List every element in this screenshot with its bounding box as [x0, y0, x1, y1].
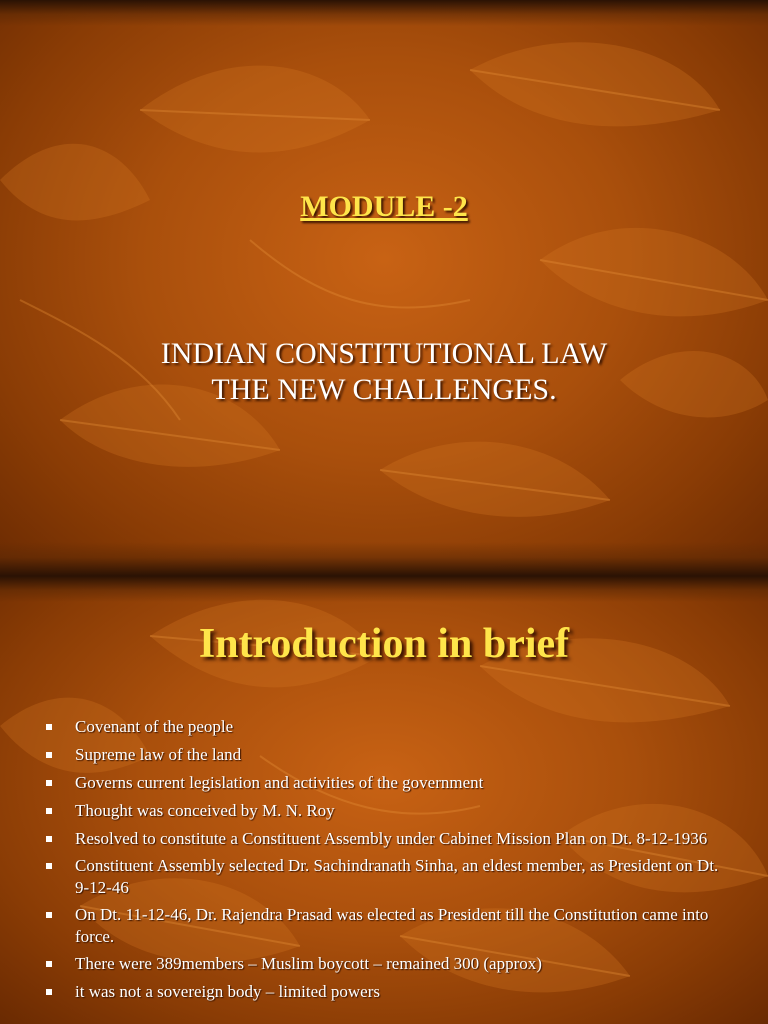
list-item-text: Constituent Assembly selected Dr. Sachindranath Sinha, an eldest member, as President on Dt. 9-12-46 [75, 856, 719, 897]
square-bullet-icon [46, 912, 52, 918]
list-item [46, 744, 726, 766]
list-item-text: Thought was conceived by M. N. Roy [75, 801, 335, 820]
square-bullet-icon [46, 780, 52, 786]
slide-heading: Introduction in brief [198, 621, 570, 667]
list-item [46, 716, 726, 738]
list-item-text: Governs current legislation and activities of the government [75, 773, 484, 792]
square-bullet-icon [46, 808, 52, 814]
list-item [46, 828, 726, 850]
slide-top-shadow [0, 576, 768, 602]
list-item-text: Resolved to constitute a Constituent Assembly under Cabinet Mission Plan on Dt. 8-12-1936 [75, 829, 708, 848]
list-item [46, 855, 726, 899]
list-item [46, 904, 726, 948]
square-bullet-icon [46, 752, 52, 758]
slide-top-shadow [0, 0, 768, 26]
square-bullet-icon [46, 961, 52, 967]
slide-main-title [0, 336, 768, 408]
square-bullet-icon [46, 863, 52, 869]
list-item-text: Covenant of the people [75, 717, 234, 736]
list-item-text: On Dt. 11-12-46, Dr. Rajendra Prasad was elected as President till the Constitution came into force. [75, 905, 709, 946]
list-item [46, 981, 726, 1003]
slide-bottom-shadow [0, 542, 768, 576]
square-bullet-icon [46, 724, 52, 730]
list-item [46, 800, 726, 822]
title-line-1: INDIAN CONSTITUTIONAL LAW [160, 337, 608, 370]
list-item [46, 772, 726, 794]
list-item-text: it was not a sovereign body – limited powers [75, 982, 381, 1001]
list-item-text: There were 389members – Muslim boycott – remained 300 (approx) [75, 954, 542, 973]
square-bullet-icon [46, 989, 52, 995]
list-item [46, 953, 726, 975]
bullet-list [46, 716, 726, 1009]
title-line-2: THE NEW CHALLENGES. [211, 373, 557, 406]
slide-introduction [0, 576, 768, 1024]
module-heading: MODULE -2 [300, 190, 468, 223]
square-bullet-icon [46, 836, 52, 842]
list-item-text: Supreme law of the land [75, 745, 242, 764]
